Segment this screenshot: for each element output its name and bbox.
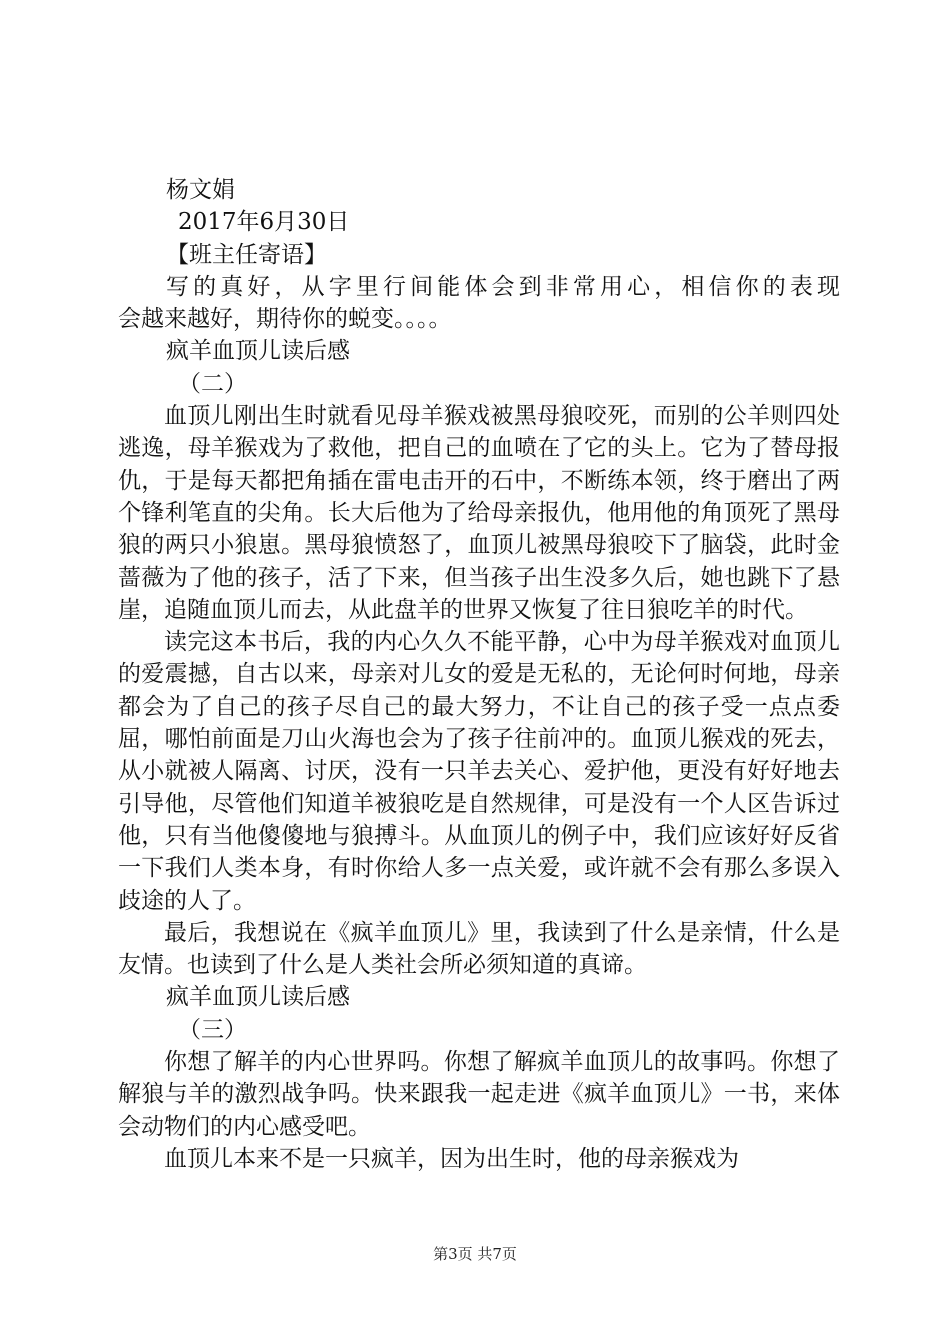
document-body [118, 174, 840, 1175]
section-2-number: （二） [178, 370, 247, 397]
comment-line-1: 写的真好，从字里行间能体会到非常用心，相信你的表现 [166, 273, 840, 300]
section-3-paragraph-1: 你想了解羊的内心世界吗。你想了解疯羊血顶儿的故事吗。你想了解狼与羊的激烈战争吗。快来跟我一起走进《疯羊血顶儿》一书，来体会动物们的内心感受吧。 [118, 1049, 840, 1140]
section-2-paragraph-3: 最后，我想说在《疯羊血顶儿》里，我读到了什么是亲情，什么是友情。也读到了什么是人类社会所必须知道的真谛。 [118, 919, 840, 979]
comment-heading: 【班主任寄语】 [166, 241, 327, 268]
section-2-paragraph-2: 读完这本书后，我的内心久久不能平静，心中为母羊猴戏对血顶儿的爱震撼，自古以来，母亲对儿女的爱是无私的，无论何时何地，母亲都会为了自己的孩子尽自己的最大努力，不让自己的孩子受一点点委屈，哪怕前面是刀山火海也会为了孩子往前冲的。血顶儿猴戏的死去，从小就被人隔离、讨厌，没有一只羊去关心、爱护他，更没有好好地去引导他，尽管他们知道羊被狼吃是自然规律，可是没有一个人区告诉过他，只有当他傻傻地与狼搏斗。从血顶儿的例子中，我们应该好好反省一下我们人类本身，有时你给人多一点关爱，或许就不会有那么多误入歧途的人了。 [118, 629, 840, 914]
section-2-title: 疯羊血顶儿读后感 [166, 338, 350, 365]
page-number-footer: 第3页 共7页 [433, 1245, 517, 1263]
section-3-number: （三） [178, 1016, 247, 1043]
section-3-title: 疯羊血顶儿读后感 [166, 984, 350, 1011]
author-name: 杨文娟 [166, 177, 235, 203]
comment-line-2: 会越来越好，期待你的蜕变。。。。 [118, 306, 452, 333]
document-date: 2017年6月30日 [178, 209, 350, 236]
section-3-paragraph-2: 血顶儿本来不是一只疯羊，因为出生时，他的母亲猴戏为 [164, 1145, 739, 1172]
section-2-paragraph-1: 血顶儿刚出生时就看见母羊猴戏被黑母狼咬死，而别的公羊则四处逃逸，母羊猴戏为了救他，把自己的血喷在了它的头上。它为了替母报仇，于是每天都把角插在雷电击开的石中，不断练本领，终于磨出了两个锋利笔直的尖角。长大后他为了给母亲报仇，他用他的角顶死了黑母狼的两只小狼崽。黑母狼愤怒了，血顶儿被黑母狼咬下了脑袋，此时金蔷薇为了他的孩子，活了下来，但当孩子出生没多久后，她也跳下了悬崖，追随血顶儿而去，从此盘羊的世界又恢复了往日狼吃羊的时代。 [118, 403, 840, 623]
